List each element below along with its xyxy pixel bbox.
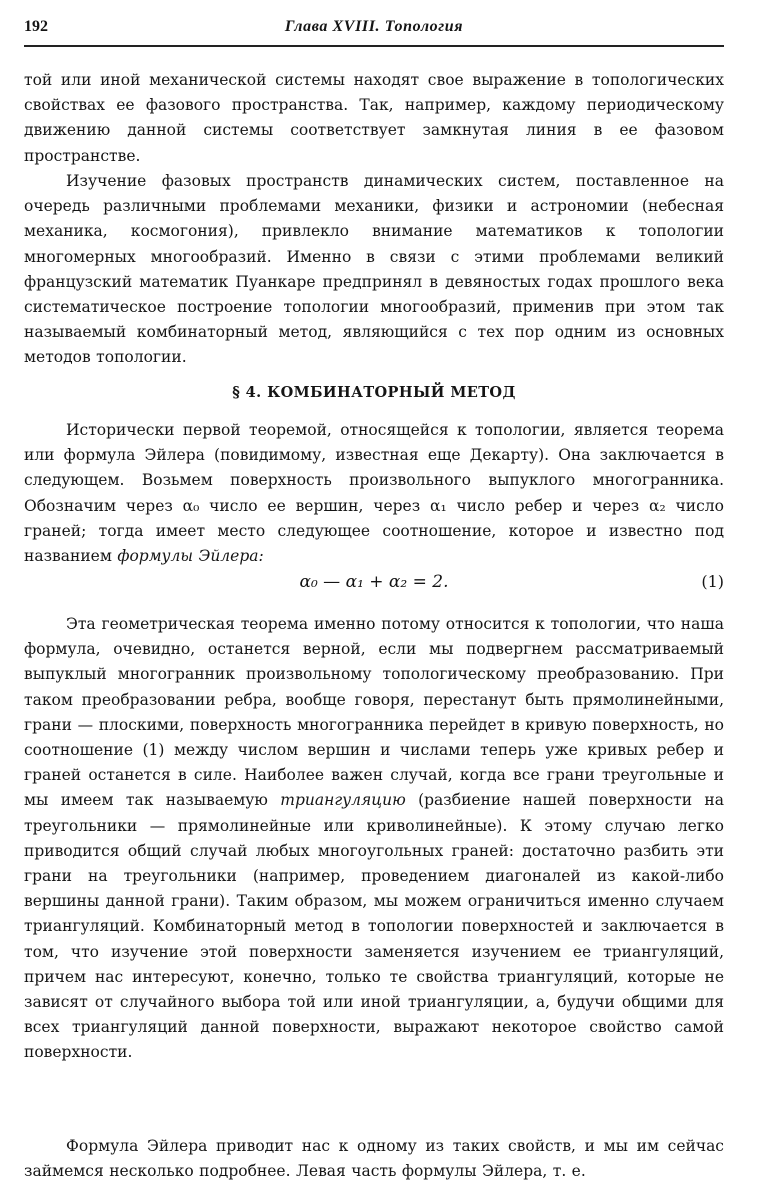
paragraph-euler-intro xyxy=(24,418,724,569)
paragraph-1: той или иной механической системы находят свое выражение в топологических свойствах ее фазового пространства. Так, например, каждому периодическому движению данной системы соответствует замкнутая линия в ее фазовом пространстве. xyxy=(24,71,724,165)
page-number: 192 xyxy=(24,18,48,35)
section-title: § 4. КОМБИНАТОРНЫЙ МЕТОД xyxy=(232,384,516,401)
paragraph-3-text: Исторически первой теоремой, относящейся к топологии, является теорема или формула Эйлера (повидимому, известная еще Декарту). Она заключается в следующем. Возьмем поверхность произвольного выпуклого многогранника. Обозначим через α₀ число ее вершин, через α₁ число ребер и через α₂ число граней; тогда имеет место следующее соотношение, которое и известно под названием xyxy=(24,421,724,566)
paragraph-2: Изучение фазовых пространств динамических систем, поставленное на очередь различными проблемами механики, физики и астрономии (небесная механика, космогония), привлекло внимание математиков к топологии многомерных многообразий. Именно в связи с этими проблемами великий французский математик Пуанкаре предпринял в девяностых годах прошлого века систематическое построение топологии многообразий, применив при этом так называемый комбинаторный метод, являющийся с тех пор одним из основных методов топологии. xyxy=(24,172,724,367)
paragraph-4-text-after: (разбиение нашей поверхности на треугольники — прямолинейные или криволинейные). К этому случаю легко приводится общий случай любых многоугольных граней: достаточно разбить эти грани на треугольники (например, проведением диагоналей из какой-либо вершины данной грани). Таким образом, мы можем ограничиться именно случаем триангуляций. Комбинаторный метод в топологии поверхностей и заключается в том, что изучение этой поверхности заменяется изучением ее триангуляций, причем нас интересуют, конечно, только те свойства триангуляций, которые не зависят от случайного выбора той или иной триангуляции, а, будучи общими для всех триангуляций данной поверхности, выражают некоторое свойство самой поверхности. xyxy=(24,791,724,1062)
paragraph-topological-invariance xyxy=(24,612,724,1066)
euler-formula: α₀ — α₁ + α₂ = 2. xyxy=(299,572,449,592)
paragraph-euler-followup xyxy=(24,1134,724,1184)
equation-number: (1) xyxy=(701,572,724,591)
formula-block xyxy=(24,572,724,602)
paragraph-5: Формула Эйлера приводит нас к одному из таких свойств, и мы им сейчас займемся несколько подробнее. Левая часть формулы Эйлера, т. е. xyxy=(24,1137,724,1181)
triangulation-term: триангуляцию xyxy=(280,791,406,810)
book-page xyxy=(24,0,724,1181)
paragraph-3 xyxy=(24,418,724,569)
paragraph-continuation xyxy=(24,68,724,169)
euler-formula-term: формулы Эйлера: xyxy=(117,547,264,566)
paragraph-phase-spaces xyxy=(24,169,724,371)
running-head: Глава XVIII. Топология xyxy=(284,18,464,35)
page-header xyxy=(24,0,724,48)
paragraph-4 xyxy=(24,612,724,1066)
paragraph-4-text-before: Эта геометрическая теорема именно потому относится к топологии, что наша формула, очевидно, останется верной, если мы подвергнем рассматриваемый выпуклый многогранник произвольному топологическому преобразованию. При таком преобразовании ребра, вообще говоря, перестанут быть прямолинейными, грани — плоскими, поверхность многогранника перейдет в кривую поверхность, но соотношение (1) между числом вершин и числами теперь уже кривых ребер и граней останется в силе. Наиболее важен случай, когда все грани треугольные и мы имеем так называемую xyxy=(24,615,724,810)
header-rule xyxy=(24,45,724,47)
